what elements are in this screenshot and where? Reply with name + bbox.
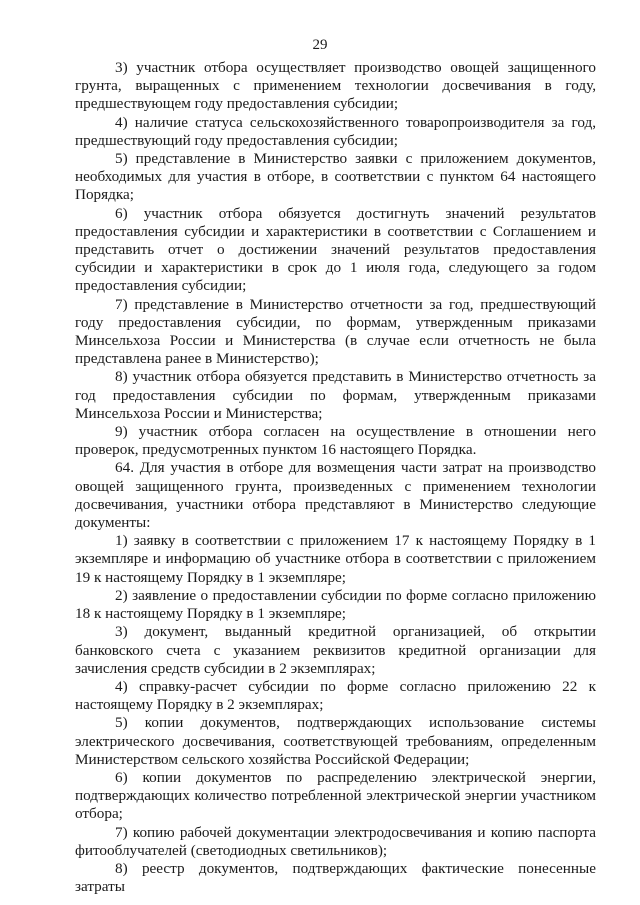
page-number: 29 <box>312 37 328 53</box>
document-item-6: 6) копии документов по распределению электрической энергии, подтверждающих количество потребленной электрической энергии участником отбора; <box>75 768 596 823</box>
list-item-8: 8) участник отбора обязуется представить в Министерство отчетность за год предоставления субсидии по формам, утвержденным приказами Минсельхоза России и Министерства; <box>75 368 596 422</box>
document-item-7: 7) копию рабочей документации электродосвечивания и копию паспорта фитооблучателей (светодиодных светильников); <box>75 823 596 859</box>
document-item-3: 3) документ, выданный кредитной организацией, об открытии банковского счета с указанием реквизитов кредитной организации для зачисления средств субсидии в 2 экземплярах; <box>75 623 596 677</box>
document-item-5: 5) копии документов, подтверждающих использование системы электрического досвечивания, соответствующей требованиям, определенным Министерством сельского хозяйства Российской Федерации; <box>75 714 596 768</box>
list-item-6: 6) участник отбора обязуется достигнуть значений результатов предоставления субсидии и характеристики в соответствии с Соглашением и представить отчет о достижении значений результатов предоставления субсидии и характеристики в срок до 1 июля года, следующего за годом предоставления субсидии; <box>75 204 596 295</box>
document-item-4: 4) справку-расчет субсидии по форме согласно приложению 22 к настоящему Порядку в 2 экземплярах; <box>75 677 596 714</box>
list-item-9: 9) участник отбора согласен на осуществление в отношении него проверок, предусмотренных пунктом 16 настоящего Порядка. <box>75 423 596 459</box>
list-item-7: 7) представление в Министерство отчетности за год, предшествующий году предоставления субсидии, по формам, утвержденным приказами Минсельхоза России и Министерства (в случае если отчетность не была представлена ранее в Министерство); <box>75 295 596 368</box>
section-64-intro: 64. Для участия в отборе для возмещения части затрат на производство овощей защищенного грунта, произведенных с применением технологии досвечивания, участники отбора представляют в Министерство следующие документы: <box>75 459 596 532</box>
list-item-3: 3) участник отбора осуществляет производство овощей защищенного грунта, выращенных с применением технологии досвечивания в году, предшествующем году предоставления субсидии; <box>75 59 596 113</box>
document-body <box>75 59 596 896</box>
document-item-2: 2) заявление о предоставлении субсидии по форме согласно приложению 18 к настоящему Порядку в 1 экземпляре; <box>75 586 596 623</box>
document-item-8: 8) реестр документов, подтверждающих фактические понесенные затраты <box>75 859 596 896</box>
list-item-5: 5) представление в Министерство заявки с приложением документов, необходимых для участия в отборе, в соответствии с пунктом 64 настоящего Порядка; <box>75 150 596 204</box>
document-item-1: 1) заявку в соответствии с приложением 17 к настоящему Порядку в 1 экземпляре и информацию об участнике отбора в соответствии с приложением 19 к настоящему Порядку в 1 экземпляре; <box>75 532 596 586</box>
list-item-4: 4) наличие статуса сельскохозяйственного товаропроизводителя за год, предшествующий году предоставления субсидии; <box>75 113 596 149</box>
